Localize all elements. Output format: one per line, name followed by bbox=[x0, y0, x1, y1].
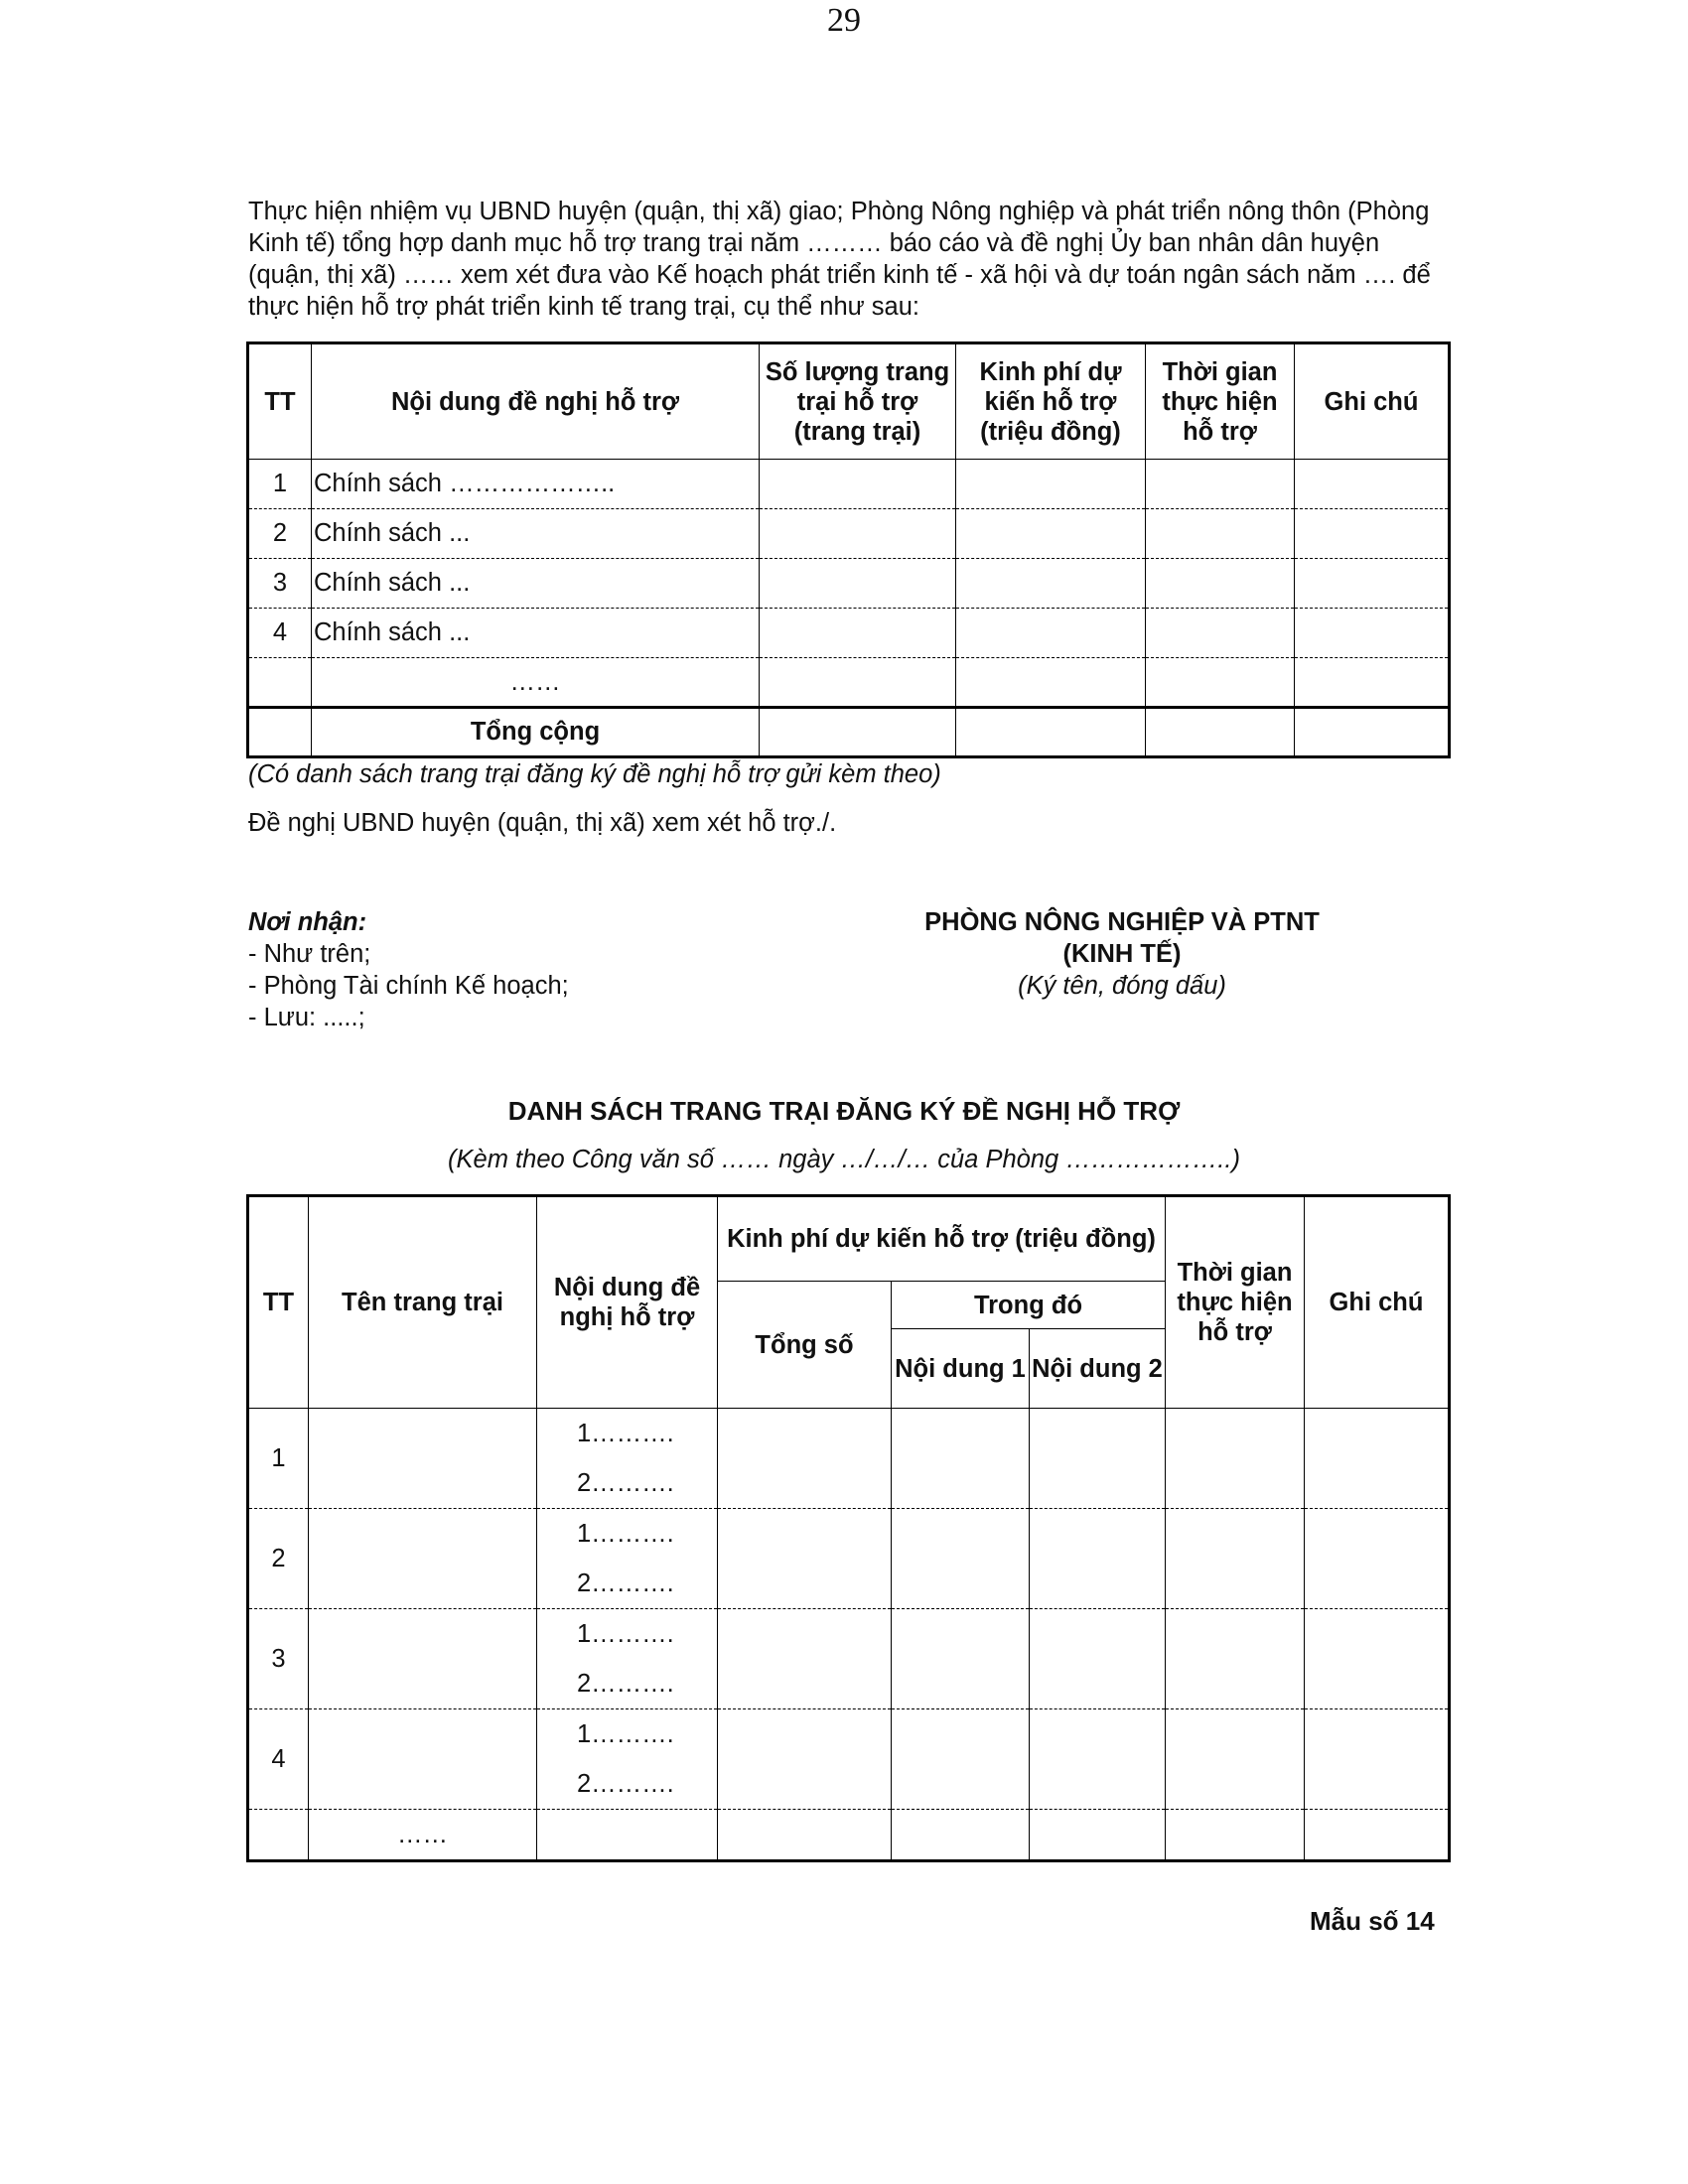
content-line-1: 1………. bbox=[577, 1420, 674, 1447]
row-tt bbox=[248, 658, 312, 708]
header-time: Thời gian thực hiện hỗ trợ bbox=[1146, 343, 1295, 460]
cell-budget bbox=[956, 658, 1146, 708]
cell-farm-name bbox=[309, 1609, 537, 1709]
cell-farm-name bbox=[309, 1509, 537, 1609]
farm-registration-table bbox=[246, 1194, 1451, 1862]
recipient-item: - Phòng Tài chính Kế hoạch; bbox=[248, 972, 569, 1000]
cell-farm-count bbox=[760, 708, 956, 757]
row-content: …… bbox=[312, 658, 760, 708]
table-row bbox=[248, 559, 1450, 609]
cell-budget bbox=[956, 460, 1146, 509]
row-tt: 4 bbox=[248, 609, 312, 658]
cell-time bbox=[1146, 460, 1295, 509]
cell-note bbox=[1305, 1810, 1450, 1861]
cell-content2 bbox=[1030, 1509, 1166, 1609]
cell-note bbox=[1295, 559, 1450, 609]
cell-note bbox=[1305, 1409, 1450, 1509]
header-budget: Kinh phí dự kiến hỗ trợ (triệu đồng) bbox=[956, 343, 1146, 460]
table-row bbox=[248, 1509, 1450, 1609]
row-content-lines bbox=[537, 1609, 718, 1709]
table-row bbox=[248, 609, 1450, 658]
header-content: Nội dung đề nghị hỗ trợ bbox=[537, 1196, 718, 1409]
row-tt: 2 bbox=[248, 1509, 309, 1609]
list-subtitle: (Kèm theo Công văn số …… ngày …/…/… của Phòng ………………..) bbox=[448, 1146, 1240, 1173]
row-farm-name: …… bbox=[309, 1810, 537, 1861]
intro-paragraph: Thực hiện nhiệm vụ UBND huyện (quận, thị xã) giao; Phòng Nông nghiệp và phát triển nông thôn (Phòng Kinh tế) tổng hợp danh mục hỗ trợ trang trại năm ……… báo cáo và đề nghị Ủy ban nhân dân huyện (quận, thị xã) …… xem xét đưa vào Kế hoạch phát triển kinh tế - xã hội và dự toán ngân sách năm …. để thực hiện hỗ trợ phát triển kinh tế trang trại, cụ thể như sau: bbox=[248, 198, 1431, 321]
cell-total bbox=[718, 1609, 892, 1709]
cell-budget bbox=[956, 559, 1146, 609]
header-of-which: Trong đó bbox=[892, 1282, 1166, 1329]
row-tt: 2 bbox=[248, 509, 312, 559]
cell-content2 bbox=[1030, 1409, 1166, 1509]
cell-time bbox=[1146, 708, 1295, 757]
row-content-lines bbox=[537, 1509, 718, 1609]
table-row bbox=[248, 509, 1450, 559]
cell-time bbox=[1146, 559, 1295, 609]
cell-content2 bbox=[1030, 1609, 1166, 1709]
cell-note bbox=[1295, 609, 1450, 658]
content-line-2: 2………. bbox=[577, 1770, 674, 1798]
cell-time bbox=[1166, 1709, 1305, 1810]
table-row bbox=[248, 1409, 1450, 1509]
content-line-2: 2………. bbox=[577, 1469, 674, 1497]
cell-note bbox=[1295, 708, 1450, 757]
cell-tt bbox=[248, 1810, 309, 1861]
attachment-note: (Có danh sách trang trại đăng ký đề nghị hỗ trợ gửi kèm theo) bbox=[248, 760, 941, 788]
cell-tt bbox=[248, 708, 312, 757]
cell-time bbox=[1146, 658, 1295, 708]
header-note: Ghi chú bbox=[1305, 1196, 1450, 1409]
cell-content bbox=[537, 1810, 718, 1861]
cell-farm-count bbox=[760, 460, 956, 509]
cell-time bbox=[1166, 1409, 1305, 1509]
row-tt: 1 bbox=[248, 1409, 309, 1509]
cell-total bbox=[718, 1810, 892, 1861]
row-tt: 3 bbox=[248, 559, 312, 609]
row-tt: 4 bbox=[248, 1709, 309, 1810]
cell-budget bbox=[956, 708, 1146, 757]
header-content1: Nội dung 1 bbox=[892, 1329, 1030, 1409]
cell-farm-count bbox=[760, 559, 956, 609]
cell-time bbox=[1166, 1810, 1305, 1861]
table-header-row bbox=[248, 343, 1450, 460]
header-note: Ghi chú bbox=[1295, 343, 1450, 460]
cell-budget bbox=[956, 609, 1146, 658]
cell-content1 bbox=[892, 1409, 1030, 1509]
cell-content1 bbox=[892, 1810, 1030, 1861]
page-number: 29 bbox=[827, 2, 861, 39]
content-line-1: 1………. bbox=[577, 1720, 674, 1748]
row-content: Chính sách ……………….. bbox=[312, 460, 760, 509]
cell-time bbox=[1166, 1609, 1305, 1709]
cell-note bbox=[1305, 1609, 1450, 1709]
content-line-1: 1………. bbox=[577, 1620, 674, 1648]
recipient-item: - Như trên; bbox=[248, 940, 371, 968]
support-summary-table bbox=[246, 341, 1451, 758]
cell-time bbox=[1166, 1509, 1305, 1609]
header-total: Tổng số bbox=[718, 1282, 892, 1409]
cell-budget bbox=[956, 509, 1146, 559]
header-farm-count: Số lượng trang trại hỗ trợ (trang trại) bbox=[760, 343, 956, 460]
cell-content2 bbox=[1030, 1810, 1166, 1861]
cell-time bbox=[1146, 509, 1295, 559]
form-label: Mẫu số 14 bbox=[1310, 1906, 1435, 1936]
recipients-heading: Nơi nhận: bbox=[248, 908, 367, 936]
cell-total bbox=[718, 1509, 892, 1609]
recipients-block bbox=[248, 906, 569, 1033]
header-tt: TT bbox=[248, 343, 312, 460]
row-content-lines bbox=[537, 1709, 718, 1810]
header-content: Nội dung đề nghị hỗ trợ bbox=[312, 343, 760, 460]
cell-content2 bbox=[1030, 1709, 1166, 1810]
cell-content1 bbox=[892, 1509, 1030, 1609]
row-content-lines bbox=[537, 1409, 718, 1509]
signature-block bbox=[874, 906, 1370, 1002]
header-tt: TT bbox=[248, 1196, 309, 1409]
row-content: Chính sách ... bbox=[312, 559, 760, 609]
cell-farm-name bbox=[309, 1409, 537, 1509]
header-time: Thời gian thực hiện hỗ trợ bbox=[1166, 1196, 1305, 1409]
table-row bbox=[248, 658, 1450, 708]
row-content: Chính sách ... bbox=[312, 609, 760, 658]
header-content2: Nội dung 2 bbox=[1030, 1329, 1166, 1409]
cell-note bbox=[1295, 658, 1450, 708]
header-budget: Kinh phí dự kiến hỗ trợ (triệu đồng) bbox=[718, 1196, 1166, 1282]
signature-org-line1: PHÒNG NÔNG NGHIỆP VÀ PTNT bbox=[924, 908, 1320, 936]
cell-time bbox=[1146, 609, 1295, 658]
table-row bbox=[248, 1609, 1450, 1709]
cell-note bbox=[1305, 1709, 1450, 1810]
recipient-item: - Lưu: .....; bbox=[248, 1004, 365, 1031]
cell-farm-count bbox=[760, 509, 956, 559]
header-farm-name: Tên trang trại bbox=[309, 1196, 537, 1409]
content-line-1: 1………. bbox=[577, 1520, 674, 1548]
cell-farm-count bbox=[760, 658, 956, 708]
cell-farm-count bbox=[760, 609, 956, 658]
table-row bbox=[248, 460, 1450, 509]
cell-total bbox=[718, 1409, 892, 1509]
request-text: Đề nghị UBND huyện (quận, thị xã) xem xét hỗ trợ./. bbox=[248, 809, 837, 837]
row-content: Chính sách ... bbox=[312, 509, 760, 559]
cell-total bbox=[718, 1709, 892, 1810]
row-tt: 1 bbox=[248, 460, 312, 509]
cell-content1 bbox=[892, 1709, 1030, 1810]
row-tt: 3 bbox=[248, 1609, 309, 1709]
table-row bbox=[248, 1810, 1450, 1861]
total-row bbox=[248, 708, 1450, 757]
content-line-2: 2………. bbox=[577, 1670, 674, 1698]
cell-note bbox=[1295, 460, 1450, 509]
content-line-2: 2………. bbox=[577, 1570, 674, 1597]
total-label: Tổng cộng bbox=[312, 708, 760, 757]
cell-content1 bbox=[892, 1609, 1030, 1709]
cell-note bbox=[1305, 1509, 1450, 1609]
cell-farm-name bbox=[309, 1709, 537, 1810]
table-row bbox=[248, 1709, 1450, 1810]
cell-note bbox=[1295, 509, 1450, 559]
list-title: DANH SÁCH TRANG TRẠI ĐĂNG KÝ ĐỀ NGHỊ HỖ TRỢ bbox=[507, 1096, 1181, 1126]
table-header-row bbox=[248, 1196, 1450, 1282]
signature-org-line2: (KINH TẾ) bbox=[1062, 940, 1182, 968]
signature-note: (Ký tên, đóng dấu) bbox=[1018, 972, 1226, 1000]
